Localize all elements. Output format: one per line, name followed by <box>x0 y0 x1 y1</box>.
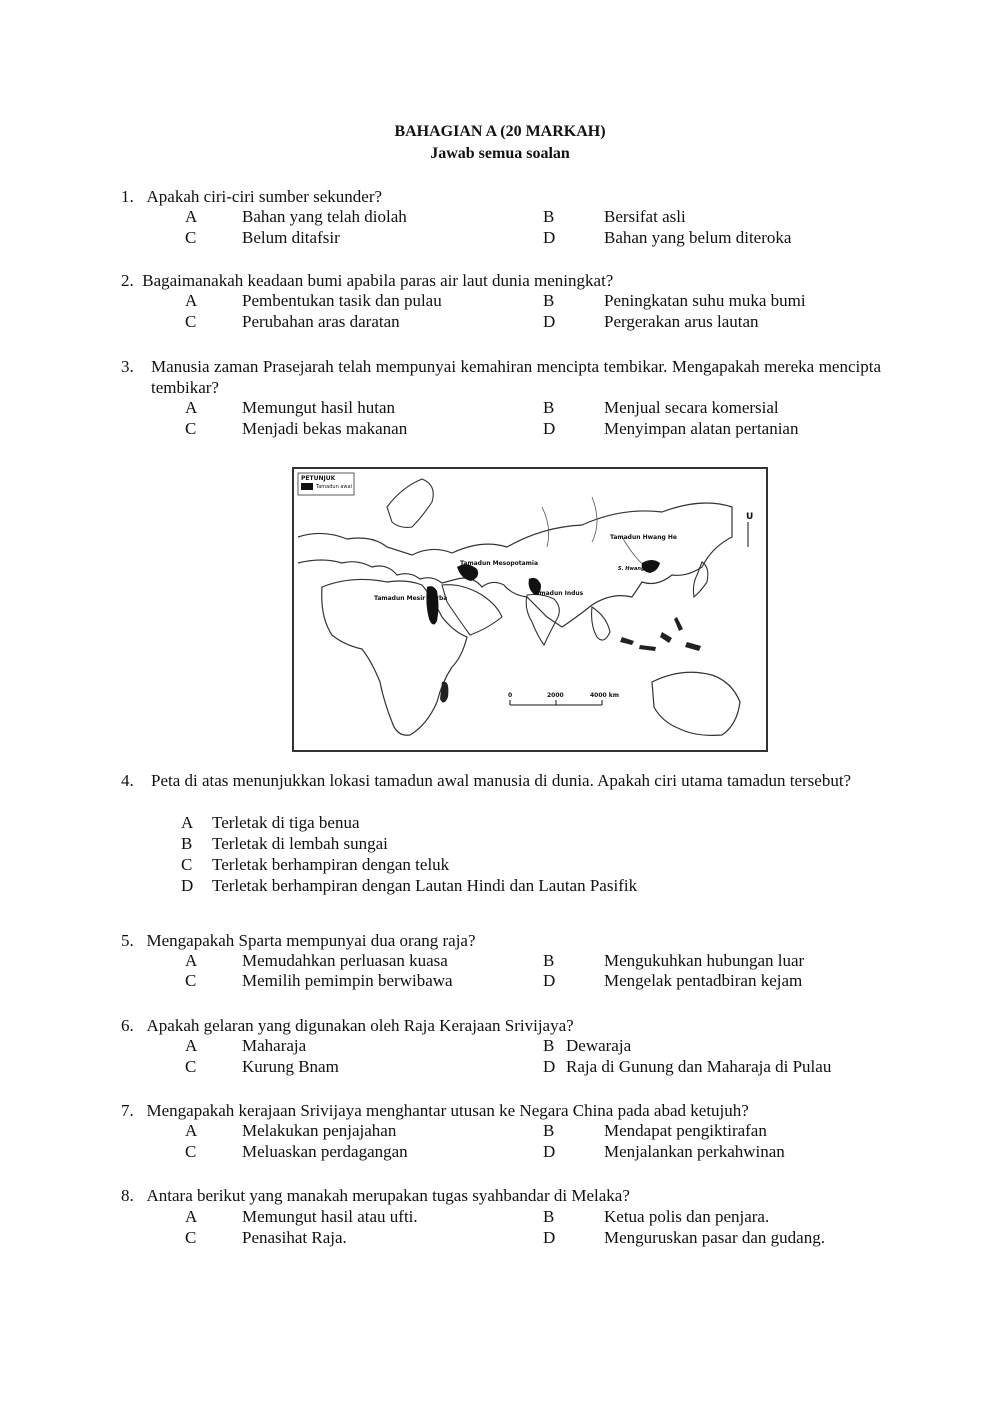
option-a[interactable]: A Memudahkan perluasan kuasa <box>185 951 448 970</box>
scale-0: 0 <box>508 692 513 699</box>
world-map <box>292 467 768 752</box>
question-text: Mengapakah Sparta mempunyai dua orang raja? <box>146 931 476 950</box>
label-river-hwang-he: S. Hwang He <box>618 566 654 572</box>
legend-item: Tamadun awal <box>316 484 352 490</box>
section-instruction: Jawab semua soalan <box>430 145 570 162</box>
question-1 <box>121 186 881 207</box>
scale-4000: 4000 km <box>590 692 620 699</box>
option-d[interactable]: D Bahan yang belum diteroka <box>543 228 792 247</box>
legend-title: PETUNJUK <box>301 475 336 482</box>
option-a[interactable]: A Pembentukan tasik dan pulau <box>185 291 442 310</box>
question-number: 7. <box>121 1101 134 1120</box>
question-text: Bagaimanakah keadaan bumi apabila paras air laut dunia meningkat? <box>142 271 614 290</box>
label-hwang-he: Tamadun Hwang He <box>610 534 677 541</box>
option-b[interactable]: B Mendapat pengiktirafan <box>543 1121 767 1140</box>
option-b[interactable]: B Peningkatan suhu muka bumi <box>543 291 806 310</box>
option-a[interactable]: A Melakukan penjajahan <box>185 1121 397 1140</box>
legend-swatch <box>301 483 313 490</box>
question-number: 5. <box>121 931 134 950</box>
option-d[interactable]: D Menyimpan alatan pertanian <box>543 419 799 438</box>
question-number: 3. <box>121 357 134 376</box>
question-number: 1. <box>121 187 134 206</box>
option-b[interactable]: B Ketua polis dan penjara. <box>543 1207 770 1226</box>
option-b[interactable]: B Dewaraja <box>543 1036 632 1055</box>
option-c[interactable]: C Memilih pemimpin berwibawa <box>185 971 453 990</box>
option-a[interactable]: A Memungut hasil hutan <box>185 398 395 417</box>
question-7 <box>121 1100 881 1121</box>
option-c[interactable]: C Terletak berhampiran dengan teluk <box>181 855 450 874</box>
question-5 <box>121 930 881 951</box>
option-a[interactable]: A Bahan yang telah diolah <box>185 207 407 226</box>
map-figure <box>292 467 768 752</box>
question-text: Manusia zaman Prasejarah telah mempunyai kemahiran mencipta tembikar. Mengapakah mereka mencipta tembikar? <box>151 357 881 397</box>
north-arrow-label: U <box>746 512 754 522</box>
question-text: Peta di atas menunjukkan lokasi tamadun awal manusia di dunia. Apakah ciri utama tamadun tersebut? <box>151 771 852 790</box>
option-a[interactable]: A Terletak di tiga benua <box>181 813 360 832</box>
option-d[interactable]: D Menjalankan perkahwinan <box>543 1142 785 1161</box>
question-text: Antara berikut yang manakah merupakan tugas syahbandar di Melaka? <box>146 1186 630 1205</box>
question-6 <box>121 1015 881 1036</box>
option-a[interactable]: A Memungut hasil atau ufti. <box>185 1207 418 1226</box>
question-text: Apakah gelaran yang digunakan oleh Raja Kerajaan Srivijaya? <box>146 1016 574 1035</box>
option-d[interactable]: D Terletak berhampiran dengan Lautan Hindi dan Lautan Pasifik <box>181 876 638 895</box>
option-a[interactable]: A Maharaja <box>185 1036 307 1055</box>
question-text: Apakah ciri-ciri sumber sekunder? <box>146 187 383 206</box>
question-4 <box>121 770 881 791</box>
question-number: 6. <box>121 1016 134 1035</box>
question-number: 8. <box>121 1186 134 1205</box>
option-d[interactable]: D Raja di Gunung dan Maharaja di Pulau <box>543 1057 832 1076</box>
option-b[interactable]: B Bersifat asli <box>543 207 686 226</box>
label-mesir: Tamadun Mesir Purba <box>374 595 448 602</box>
question-2 <box>121 270 881 291</box>
map-frame <box>293 468 767 751</box>
option-d[interactable]: D Pergerakan arus lautan <box>543 312 759 331</box>
question-3 <box>121 356 881 398</box>
option-b[interactable]: B Terletak di lembah sungai <box>181 834 388 853</box>
option-c[interactable]: C Perubahan aras daratan <box>185 312 400 331</box>
option-c[interactable]: C Kurung Bnam <box>185 1057 339 1076</box>
label-indus: Tamadun Indus <box>532 590 584 597</box>
option-c[interactable]: C Menjadi bekas makanan <box>185 419 408 438</box>
question-number: 2. <box>121 271 134 290</box>
question-text: Mengapakah kerajaan Srivijaya menghantar utusan ke Negara China pada abad ketujuh? <box>146 1101 749 1120</box>
option-c[interactable]: C Penasihat Raja. <box>185 1228 347 1247</box>
label-mesopotamia: Tamadun Mesopotamia <box>460 560 539 567</box>
option-b[interactable]: B Mengukuhkan hubungan luar <box>543 951 805 970</box>
option-c[interactable]: C Meluaskan perdagangan <box>185 1142 408 1161</box>
question-number: 4. <box>121 771 134 790</box>
option-b[interactable]: B Menjual secara komersial <box>543 398 779 417</box>
option-c[interactable]: C Belum ditafsir <box>185 228 340 247</box>
section-title: BAHAGIAN A (20 MARKAH) <box>394 123 606 140</box>
option-d[interactable]: D Menguruskan pasar dan gudang. <box>543 1228 825 1247</box>
question-8 <box>121 1185 881 1206</box>
option-d[interactable]: D Mengelak pentadbiran kejam <box>543 971 803 990</box>
scale-2000: 2000 <box>547 692 564 699</box>
